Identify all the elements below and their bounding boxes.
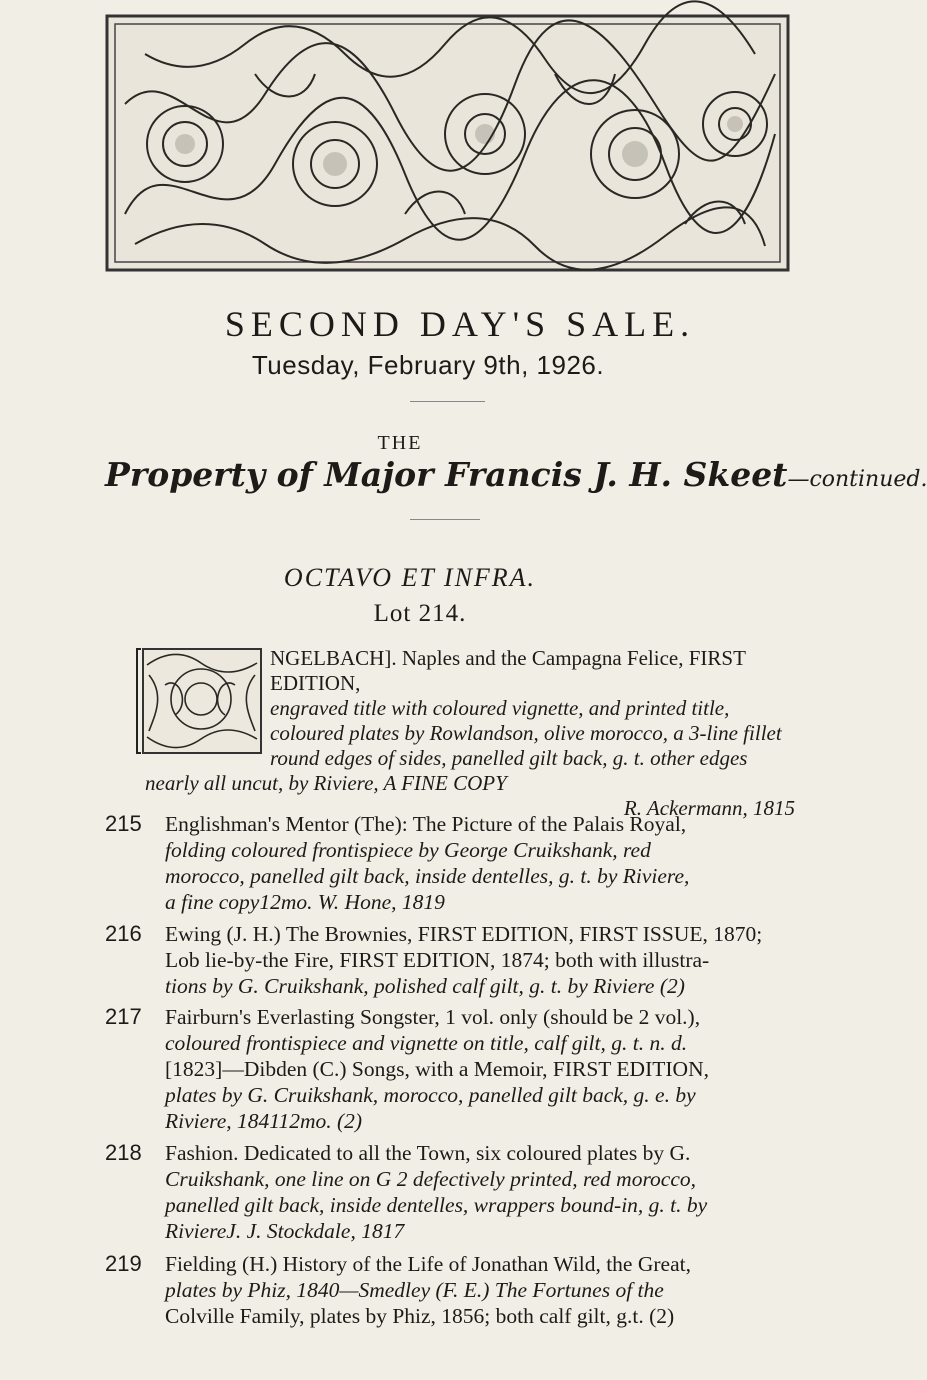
lot-214-publisher: R. Ackermann, 1815	[623, 796, 795, 820]
section-heading: OCTAVO ET INFRA.	[283, 563, 537, 592]
sale-title: SECOND DAY'S SALE.	[224, 304, 696, 344]
property-owner: Property of Major Francis J. H. Skeet	[105, 455, 788, 494]
ornament-illustration	[105, 14, 790, 272]
the-label: THE	[377, 432, 423, 454]
lot-218-line-1: Fashion. Dedicated to all the Town, six coloured plates by G.	[165, 1141, 691, 1165]
lot-216-line-2: Lob lie-by-the Fire, FIRST EDITION, 1874; both with illustra-	[165, 948, 710, 972]
lot-218-line-2: Cruikshank, one line on G 2 defectively printed, red morocco,	[165, 1167, 696, 1191]
lot-215-line-1: Englishman's Mentor (The): The Picture of the Palais Royal,	[165, 812, 687, 836]
lot-218-line-3: panelled gilt back, inside dentelles, wrappers bound-in, g. t. by	[165, 1193, 708, 1217]
lot-217-last-left: Riviere, 1841	[165, 1109, 279, 1133]
lot-219-line-3: Colville Family, plates by Phiz, 1856; both calf gilt, g.t. (2)	[165, 1304, 675, 1328]
lot-218-last-left: Riviere	[165, 1219, 227, 1243]
lot-217-last-right: 12mo. (2)	[278, 1109, 363, 1133]
lot-219	[105, 1251, 795, 1329]
lot-216	[105, 921, 795, 999]
lot-214-line-5: nearly all uncut, by Riviere, A FINE COPY	[145, 771, 507, 795]
lot-214-line-4: round edges of sides, panelled gilt back, g. t. other edges	[270, 746, 748, 770]
ornamental-header-banner	[105, 14, 790, 272]
property-continued: —continued.	[787, 467, 927, 492]
lot-214-line-3: coloured plates by Rowlandson, olive morocco, a 3-line fillet	[270, 721, 782, 745]
lot-214	[145, 646, 795, 821]
lot-216-line-1: Ewing (J. H.) The Brownies, FIRST EDITION, FIRST ISSUE, 1870;	[165, 922, 763, 946]
initial-ornament	[135, 645, 265, 757]
lot-number: 218	[105, 1140, 142, 1165]
lot-number: 216	[105, 921, 142, 946]
lot-214-line-1: NGELBACH]. Naples and the Campagna Felice, FIRST EDITION,	[270, 646, 746, 695]
lot-219-line-1: Fielding (H.) History of the Life of Jonathan Wild, the Great,	[165, 1252, 691, 1276]
lot-header: Lot 214.	[373, 600, 467, 627]
lot-217-line-3: [1823]—Dibden (C.) Songs, with a Memoir, FIRST EDITION,	[165, 1057, 709, 1081]
lot-215	[105, 811, 795, 915]
lot-number: 219	[105, 1251, 142, 1276]
lot-number: 217	[105, 1004, 142, 1029]
lot-217-line-1: Fairburn's Everlasting Songster, 1 vol. only (should be 2 vol.),	[165, 1005, 701, 1029]
lot-217	[105, 1004, 795, 1134]
sale-date: Tuesday, February 9th, 1926.	[251, 350, 605, 380]
lot-215-line-2: folding coloured frontispiece by George Cruikshank, red	[165, 838, 651, 862]
lot-218	[105, 1140, 795, 1244]
lot-219-line-2: plates by Phiz, 1840—Smedley (F. E.) The Fortunes of the	[165, 1278, 664, 1302]
lot-214-line-2: engraved title with coloured vignette, and printed title,	[270, 696, 730, 720]
lot-215-line-3: morocco, panelled gilt back, inside dentelles, g. t. by Riviere,	[165, 864, 690, 888]
lot-217-line-2: coloured frontispiece and vignette on title, calf gilt, g. t. n. d.	[165, 1031, 688, 1055]
property-heading	[105, 455, 927, 494]
decorated-initial-plate	[135, 645, 265, 757]
lot-number: 215	[105, 811, 142, 836]
lot-218-last-right: J. J. Stockdale, 1817	[226, 1219, 405, 1243]
lot-217-line-4: plates by G. Cruikshank, morocco, panelled gilt back, g. e. by	[165, 1083, 696, 1107]
lot-215-last-right: 12mo. W. Hone, 1819	[259, 890, 445, 914]
lot-216-line-3: tions by G. Cruikshank, polished calf gilt, g. t. by Riviere (2)	[165, 974, 685, 998]
divider	[410, 519, 480, 520]
divider	[410, 401, 485, 402]
lot-215-last-left: a fine copy	[165, 890, 260, 914]
